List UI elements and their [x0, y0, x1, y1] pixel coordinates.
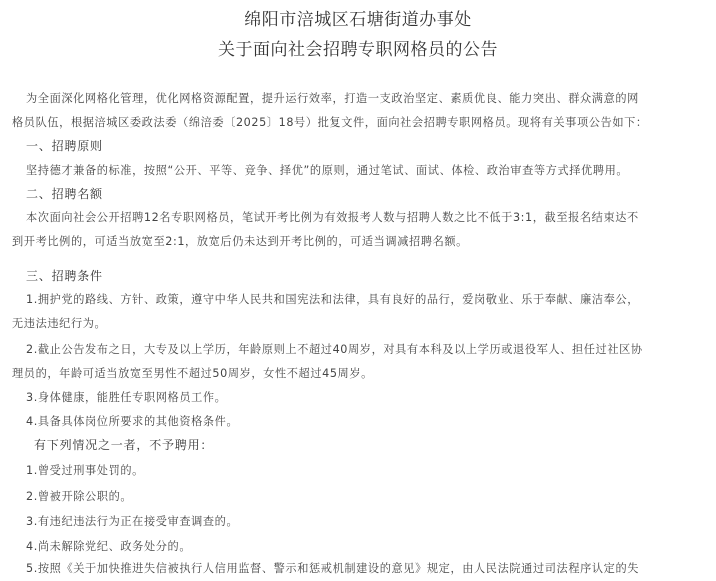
principles-text: 坚持德才兼备的标准，按照“公开、平等、竞争、择优”的原则，通过笔试、面试、体检、政治审查等方式择优聘用。	[26, 164, 629, 177]
exclusion-4: 4.尚未解除党纪、政务处分的。	[26, 540, 192, 553]
condition-3: 3.身体健康，能胜任专职网格员工作。	[26, 391, 227, 404]
quota-text-line-1: 本次面向社会公开招聘12名专职网格员，笔试开考比例为有效报考人数与招聘人数之比不低于3:1，截至报名结束达不	[26, 211, 639, 224]
condition-4: 4.具备具体岗位所要求的其他资格条件。	[26, 415, 239, 428]
section-heading-quota: 二、招聘名额	[26, 187, 103, 201]
exclusion-2: 2.曾被开除公职的。	[26, 490, 133, 503]
condition-2-line-1: 2.截止公告发布之日，大专及以上学历，年龄原则上不超过40周岁，对具有本科及以上学历或退役军人、担任过社区协	[26, 343, 643, 356]
exclusion-3: 3.有违纪违法行为正在接受审查调查的。	[26, 515, 239, 528]
condition-1-line-2: 无违法违纪行为。	[12, 317, 107, 330]
condition-1-line-1: 1.拥护党的路线、方针、政策，遵守中华人民共和国宪法和法律，具有良好的品行，爱岗敬业、乐于奉献、廉洁奉公，	[26, 293, 640, 306]
condition-2-line-2: 理员的，年龄可适当放宽至男性不超过50周岁，女性不超过45周岁。	[12, 367, 373, 380]
section-heading-principles: 一、招聘原则	[26, 139, 103, 153]
quota-text-line-2: 到开考比例的，可适当放宽至2:1，放宽后仍未达到开考比例的，可适当调减招聘名额。	[12, 235, 468, 248]
exclusion-5: 5.按照《关于加快推进失信被执行人信用监督、警示和惩戒机制建设的意见》规定，由人民法院通过司法程序认定的失	[26, 562, 640, 575]
exclusion-1: 1.曾受过刑事处罚的。	[26, 464, 144, 477]
intro-paragraph-line-1: 为全面深化网格化管理，优化网格资源配置，提升运行效率，打造一支政治坚定、素质优良、能力突出、群众满意的网	[26, 92, 639, 105]
exclusion-heading: 有下列情况之一者，不予聘用：	[34, 438, 214, 452]
organization-title: 绵阳市涪城区石塘街道办事处	[244, 10, 472, 30]
announcement-title: 关于面向社会招聘专职网格员的公告	[218, 40, 498, 60]
intro-paragraph-line-2: 格员队伍，根据涪城区委政法委（绵涪委〔2025〕18号）批复文件，面向社会招聘专职网格员。现将有关事项公告如下：	[12, 116, 648, 129]
section-heading-conditions: 三、招聘条件	[26, 269, 103, 283]
